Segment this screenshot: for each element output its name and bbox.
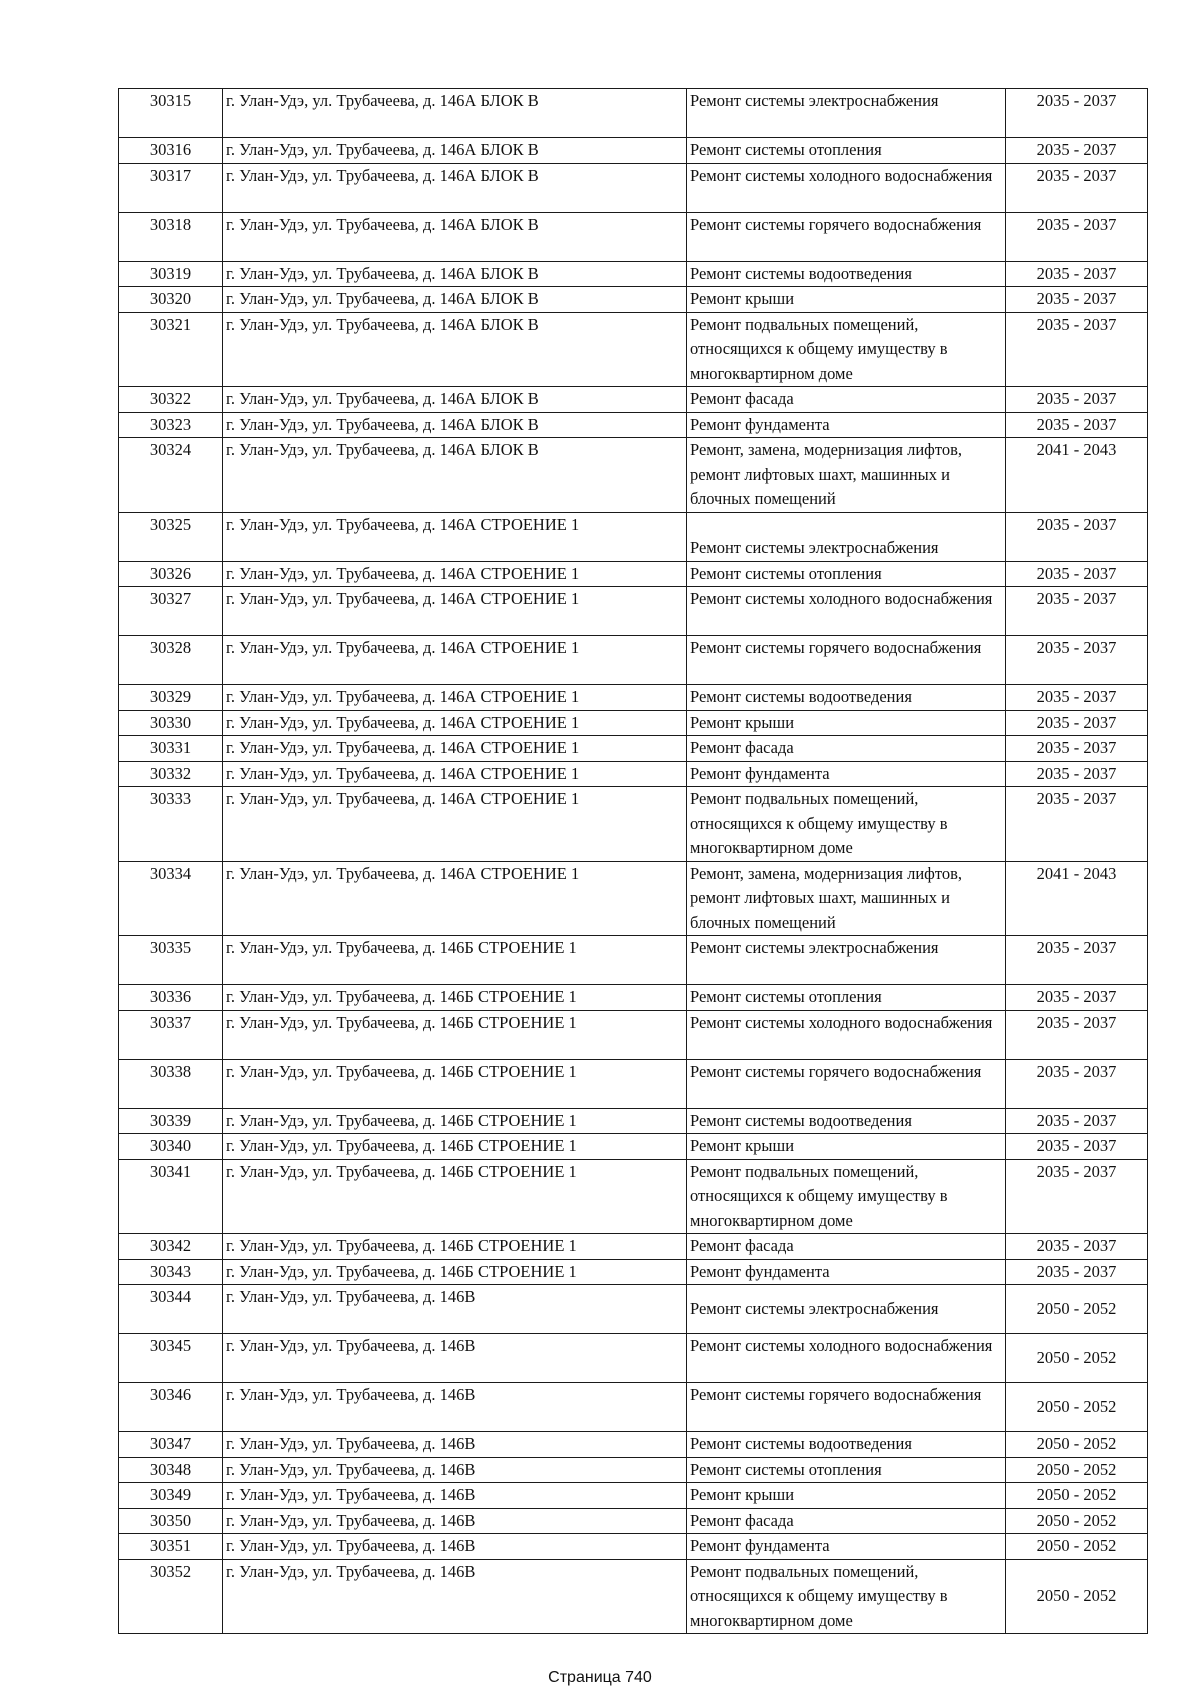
row-work-type: Ремонт подвальных помещений, относящихся к общему имуществу в многоквартирном доме (687, 312, 1006, 387)
row-period: 2035 - 2037 (1006, 89, 1148, 138)
row-number: 30346 (119, 1383, 223, 1432)
row-period: 2041 - 2043 (1006, 861, 1148, 936)
row-address: г. Улан-Удэ, ул. Трубачеева, д. 146А БЛОК В (223, 438, 687, 513)
table-row (119, 1108, 1148, 1134)
row-period: 2050 - 2052 (1006, 1534, 1148, 1560)
row-work-type: Ремонт системы водоотведения (687, 261, 1006, 287)
table-row (119, 1432, 1148, 1458)
table-row (119, 1234, 1148, 1260)
table-row (119, 861, 1148, 936)
table-row (119, 985, 1148, 1011)
row-address: г. Улан-Удэ, ул. Трубачеева, д. 146В (223, 1483, 687, 1509)
table-row (119, 1285, 1148, 1334)
row-address: г. Улан-Удэ, ул. Трубачеева, д. 146В (223, 1559, 687, 1634)
table-row (119, 1134, 1148, 1160)
table-row (119, 261, 1148, 287)
row-period: 2035 - 2037 (1006, 1010, 1148, 1059)
row-period: 2050 - 2052 (1006, 1334, 1148, 1383)
table-row (119, 1059, 1148, 1108)
table-row (119, 636, 1148, 685)
row-number: 30339 (119, 1108, 223, 1134)
row-number: 30344 (119, 1285, 223, 1334)
table-row (119, 710, 1148, 736)
table-row (119, 438, 1148, 513)
row-address: г. Улан-Удэ, ул. Трубачеева, д. 146В (223, 1508, 687, 1534)
row-work-type: Ремонт системы электроснабжения (687, 936, 1006, 985)
row-period: 2035 - 2037 (1006, 685, 1148, 711)
row-number: 30350 (119, 1508, 223, 1534)
row-work-type: Ремонт системы отопления (687, 1457, 1006, 1483)
row-number: 30345 (119, 1334, 223, 1383)
table-row (119, 287, 1148, 313)
row-number: 30341 (119, 1159, 223, 1234)
row-address: г. Улан-Удэ, ул. Трубачеева, д. 146Б СТРОЕНИЕ 1 (223, 1134, 687, 1160)
row-work-type: Ремонт системы отопления (687, 985, 1006, 1011)
table-row (119, 1383, 1148, 1432)
row-address: г. Улан-Удэ, ул. Трубачеева, д. 146А БЛОК В (223, 412, 687, 438)
row-period: 2035 - 2037 (1006, 412, 1148, 438)
row-work-type: Ремонт системы горячего водоснабжения (687, 1059, 1006, 1108)
row-work-type: Ремонт системы горячего водоснабжения (687, 212, 1006, 261)
row-period: 2041 - 2043 (1006, 438, 1148, 513)
row-work-type: Ремонт системы отопления (687, 138, 1006, 164)
row-address: г. Улан-Удэ, ул. Трубачеева, д. 146А СТРОЕНИЕ 1 (223, 561, 687, 587)
row-period: 2050 - 2052 (1006, 1383, 1148, 1432)
table-row (119, 387, 1148, 413)
row-address: г. Улан-Удэ, ул. Трубачеева, д. 146В (223, 1383, 687, 1432)
table-row (119, 587, 1148, 636)
row-work-type: Ремонт фундамента (687, 761, 1006, 787)
row-period: 2035 - 2037 (1006, 1108, 1148, 1134)
row-number: 30315 (119, 89, 223, 138)
row-period: 2035 - 2037 (1006, 312, 1148, 387)
row-work-type: Ремонт системы холодного водоснабжения (687, 163, 1006, 212)
row-number: 30343 (119, 1259, 223, 1285)
repair-schedule-table (118, 88, 1148, 1634)
row-number: 30333 (119, 787, 223, 862)
row-number: 30322 (119, 387, 223, 413)
table-row (119, 1483, 1148, 1509)
row-work-type: Ремонт крыши (687, 1483, 1006, 1509)
table-row (119, 1559, 1148, 1634)
row-address: г. Улан-Удэ, ул. Трубачеева, д. 146В (223, 1432, 687, 1458)
row-period: 2035 - 2037 (1006, 1259, 1148, 1285)
table-row (119, 512, 1148, 561)
row-work-type: Ремонт, замена, модернизация лифтов, ремонт лифтовых шахт, машинных и блочных помещений (687, 861, 1006, 936)
row-period: 2050 - 2052 (1006, 1483, 1148, 1509)
row-number: 30338 (119, 1059, 223, 1108)
row-address: г. Улан-Удэ, ул. Трубачеева, д. 146А СТРОЕНИЕ 1 (223, 861, 687, 936)
row-number: 30318 (119, 212, 223, 261)
row-work-type: Ремонт системы горячего водоснабжения (687, 1383, 1006, 1432)
row-number: 30317 (119, 163, 223, 212)
table-row (119, 163, 1148, 212)
row-work-type: Ремонт фундамента (687, 412, 1006, 438)
table-row (119, 1457, 1148, 1483)
table-row (119, 1508, 1148, 1534)
table-row (119, 787, 1148, 862)
row-number: 30326 (119, 561, 223, 587)
row-work-type: Ремонт подвальных помещений, относящихся к общему имуществу в многоквартирном доме (687, 1559, 1006, 1634)
row-number: 30351 (119, 1534, 223, 1560)
row-period: 2035 - 2037 (1006, 212, 1148, 261)
table-row (119, 685, 1148, 711)
row-address: г. Улан-Удэ, ул. Трубачеева, д. 146А СТРОЕНИЕ 1 (223, 512, 687, 561)
row-address: г. Улан-Удэ, ул. Трубачеева, д. 146Б СТРОЕНИЕ 1 (223, 1059, 687, 1108)
table-row (119, 89, 1148, 138)
row-work-type: Ремонт фасада (687, 387, 1006, 413)
table-row (119, 1534, 1148, 1560)
row-work-type: Ремонт системы электроснабжения (687, 89, 1006, 138)
row-period: 2035 - 2037 (1006, 1159, 1148, 1234)
row-number: 30340 (119, 1134, 223, 1160)
table-row (119, 212, 1148, 261)
row-address: г. Улан-Удэ, ул. Трубачеева, д. 146А СТРОЕНИЕ 1 (223, 685, 687, 711)
row-period: 2035 - 2037 (1006, 261, 1148, 287)
row-number: 30323 (119, 412, 223, 438)
row-number: 30321 (119, 312, 223, 387)
row-address: г. Улан-Удэ, ул. Трубачеева, д. 146А БЛОК В (223, 287, 687, 313)
table-row (119, 561, 1148, 587)
row-work-type: Ремонт системы холодного водоснабжения (687, 1010, 1006, 1059)
row-address: г. Улан-Удэ, ул. Трубачеева, д. 146А СТРОЕНИЕ 1 (223, 587, 687, 636)
row-period: 2035 - 2037 (1006, 387, 1148, 413)
row-number: 30332 (119, 761, 223, 787)
row-work-type: Ремонт системы электроснабжения (687, 1285, 1006, 1334)
row-address: г. Улан-Удэ, ул. Трубачеева, д. 146Б СТРОЕНИЕ 1 (223, 1108, 687, 1134)
row-number: 30324 (119, 438, 223, 513)
row-number: 30319 (119, 261, 223, 287)
row-work-type: Ремонт системы холодного водоснабжения (687, 1334, 1006, 1383)
row-period: 2035 - 2037 (1006, 163, 1148, 212)
row-work-type: Ремонт системы электроснабжения (687, 512, 1006, 561)
row-period: 2050 - 2052 (1006, 1508, 1148, 1534)
row-work-type: Ремонт фасада (687, 1508, 1006, 1534)
row-address: г. Улан-Удэ, ул. Трубачеева, д. 146Б СТРОЕНИЕ 1 (223, 936, 687, 985)
row-address: г. Улан-Удэ, ул. Трубачеева, д. 146А СТРОЕНИЕ 1 (223, 761, 687, 787)
row-work-type: Ремонт крыши (687, 287, 1006, 313)
row-period: 2035 - 2037 (1006, 587, 1148, 636)
page-footer: Страница 740 (548, 1669, 652, 1686)
row-period: 2035 - 2037 (1006, 512, 1148, 561)
row-number: 30327 (119, 587, 223, 636)
row-address: г. Улан-Удэ, ул. Трубачеева, д. 146В (223, 1457, 687, 1483)
table-row (119, 761, 1148, 787)
row-number: 30342 (119, 1234, 223, 1260)
row-period: 2035 - 2037 (1006, 761, 1148, 787)
table-row (119, 138, 1148, 164)
row-period: 2035 - 2037 (1006, 1134, 1148, 1160)
row-work-type: Ремонт крыши (687, 1134, 1006, 1160)
row-work-type: Ремонт системы водоотведения (687, 685, 1006, 711)
row-period: 2035 - 2037 (1006, 1059, 1148, 1108)
row-period: 2050 - 2052 (1006, 1432, 1148, 1458)
row-period: 2035 - 2037 (1006, 138, 1148, 164)
row-work-type: Ремонт системы отопления (687, 561, 1006, 587)
row-number: 30352 (119, 1559, 223, 1634)
row-address: г. Улан-Удэ, ул. Трубачеева, д. 146Б СТРОЕНИЕ 1 (223, 1159, 687, 1234)
row-address: г. Улан-Удэ, ул. Трубачеева, д. 146В (223, 1334, 687, 1383)
row-work-type: Ремонт фундамента (687, 1534, 1006, 1560)
row-number: 30325 (119, 512, 223, 561)
table-row (119, 1159, 1148, 1234)
row-number: 30347 (119, 1432, 223, 1458)
table-row (119, 936, 1148, 985)
row-period: 2035 - 2037 (1006, 985, 1148, 1011)
row-number: 30348 (119, 1457, 223, 1483)
row-number: 30336 (119, 985, 223, 1011)
row-address: г. Улан-Удэ, ул. Трубачеева, д. 146В (223, 1534, 687, 1560)
row-number: 30330 (119, 710, 223, 736)
row-address: г. Улан-Удэ, ул. Трубачеева, д. 146А БЛОК В (223, 212, 687, 261)
row-work-type: Ремонт подвальных помещений, относящихся к общему имуществу в многоквартирном доме (687, 787, 1006, 862)
row-period: 2035 - 2037 (1006, 710, 1148, 736)
table-row (119, 1334, 1148, 1383)
row-period: 2035 - 2037 (1006, 736, 1148, 762)
row-period: 2050 - 2052 (1006, 1457, 1148, 1483)
row-period: 2050 - 2052 (1006, 1559, 1148, 1634)
row-number: 30331 (119, 736, 223, 762)
row-work-type: Ремонт, замена, модернизация лифтов, ремонт лифтовых шахт, машинных и блочных помещений (687, 438, 1006, 513)
row-work-type: Ремонт фасада (687, 736, 1006, 762)
row-work-type: Ремонт фундамента (687, 1259, 1006, 1285)
row-work-type: Ремонт фасада (687, 1234, 1006, 1260)
row-period: 2035 - 2037 (1006, 936, 1148, 985)
row-number: 30335 (119, 936, 223, 985)
row-address: г. Улан-Удэ, ул. Трубачеева, д. 146Б СТРОЕНИЕ 1 (223, 1010, 687, 1059)
row-work-type: Ремонт системы водоотведения (687, 1432, 1006, 1458)
row-address: г. Улан-Удэ, ул. Трубачеева, д. 146А БЛОК В (223, 261, 687, 287)
row-period: 2035 - 2037 (1006, 787, 1148, 862)
row-period: 2035 - 2037 (1006, 287, 1148, 313)
row-work-type: Ремонт системы горячего водоснабжения (687, 636, 1006, 685)
table-body (119, 89, 1148, 1634)
row-number: 30316 (119, 138, 223, 164)
table-row (119, 412, 1148, 438)
row-number: 30337 (119, 1010, 223, 1059)
row-number: 30320 (119, 287, 223, 313)
row-address: г. Улан-Удэ, ул. Трубачеева, д. 146А СТРОЕНИЕ 1 (223, 636, 687, 685)
table-row (119, 312, 1148, 387)
row-number: 30328 (119, 636, 223, 685)
row-address: г. Улан-Удэ, ул. Трубачеева, д. 146А БЛОК В (223, 312, 687, 387)
row-work-type: Ремонт подвальных помещений, относящихся к общему имуществу в многоквартирном доме (687, 1159, 1006, 1234)
row-period: 2035 - 2037 (1006, 1234, 1148, 1260)
row-address: г. Улан-Удэ, ул. Трубачеева, д. 146А БЛОК В (223, 89, 687, 138)
row-address: г. Улан-Удэ, ул. Трубачеева, д. 146А СТРОЕНИЕ 1 (223, 710, 687, 736)
row-period: 2035 - 2037 (1006, 561, 1148, 587)
row-address: г. Улан-Удэ, ул. Трубачеева, д. 146Б СТРОЕНИЕ 1 (223, 985, 687, 1011)
row-address: г. Улан-Удэ, ул. Трубачеева, д. 146В (223, 1285, 687, 1334)
table-row (119, 1010, 1148, 1059)
row-address: г. Улан-Удэ, ул. Трубачеева, д. 146А СТРОЕНИЕ 1 (223, 787, 687, 862)
row-address: г. Улан-Удэ, ул. Трубачеева, д. 146Б СТРОЕНИЕ 1 (223, 1259, 687, 1285)
row-address: г. Улан-Удэ, ул. Трубачеева, д. 146А БЛОК В (223, 163, 687, 212)
row-number: 30329 (119, 685, 223, 711)
row-address: г. Улан-Удэ, ул. Трубачеева, д. 146Б СТРОЕНИЕ 1 (223, 1234, 687, 1260)
row-number: 30349 (119, 1483, 223, 1509)
table-row (119, 736, 1148, 762)
row-period: 2050 - 2052 (1006, 1285, 1148, 1334)
row-address: г. Улан-Удэ, ул. Трубачеева, д. 146А БЛОК В (223, 387, 687, 413)
row-address: г. Улан-Удэ, ул. Трубачеева, д. 146А БЛОК В (223, 138, 687, 164)
row-work-type: Ремонт системы водоотведения (687, 1108, 1006, 1134)
row-work-type: Ремонт крыши (687, 710, 1006, 736)
row-period: 2035 - 2037 (1006, 636, 1148, 685)
row-address: г. Улан-Удэ, ул. Трубачеева, д. 146А СТРОЕНИЕ 1 (223, 736, 687, 762)
row-number: 30334 (119, 861, 223, 936)
table-row (119, 1259, 1148, 1285)
row-work-type: Ремонт системы холодного водоснабжения (687, 587, 1006, 636)
